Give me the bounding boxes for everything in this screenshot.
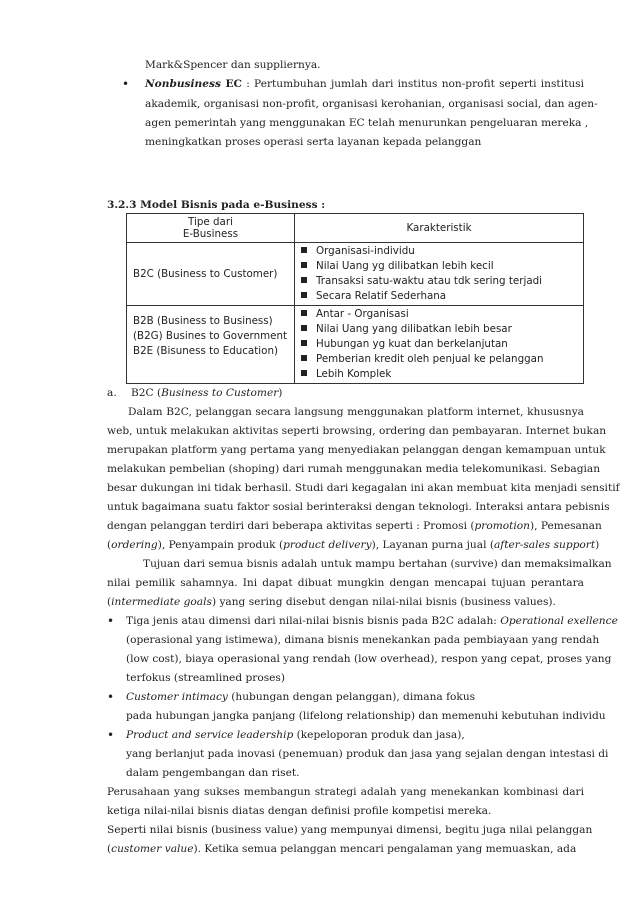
list-item [301, 307, 577, 322]
bullet-line: dalam pengembangan dan riset. [126, 767, 300, 779]
characteristic-cell [295, 306, 584, 384]
type-name: B2E (Bisuness to Education) [133, 345, 278, 357]
paragraph-line [107, 842, 584, 856]
bullet-line: pada hubungan jangka panjang (lifelong relationship) dan memenuhi kebutuhan individu [126, 710, 606, 722]
item-text: Antar - Organisasi [316, 308, 409, 320]
bullet-line [126, 690, 603, 704]
square-bullet-icon [301, 310, 307, 316]
bullet-line: terfokus (streamlined proses) [126, 672, 285, 684]
text-italic: Customer intimacy [126, 691, 228, 703]
square-bullet-icon [301, 292, 307, 298]
list-item [301, 259, 577, 274]
text-run: ( [107, 539, 112, 551]
type-name: (B2G) Busines to Government [133, 330, 288, 342]
type-cell [127, 306, 295, 384]
nonbusiness-line-3: agen pemerintah yang menggunakan EC telah menurunkan pengeluaran mereka , [145, 117, 589, 129]
list-item [301, 322, 577, 337]
text-run: ( [107, 596, 112, 608]
bullet-line [126, 614, 618, 628]
header-type-line1: Tipe dari [188, 216, 233, 228]
paragraph-line: Tujuan dari semua bisnis adalah untuk mampu bertahan (survive) dan memaksimalkan [143, 558, 612, 570]
continuation-line: Mark&Spencer dan suppliernya. [145, 59, 321, 71]
list-item [301, 244, 577, 259]
header-type [127, 214, 295, 243]
text-italic: product delivery [283, 539, 372, 551]
text-italic: Operational exellence [500, 615, 618, 627]
text-italic: customer value [111, 843, 194, 855]
text-run: (hubungan dengan pelanggan), dimana fokus [227, 691, 476, 703]
list-item [301, 289, 577, 304]
text-italic: promotion [474, 520, 530, 532]
item-text: Pemberian kredit oleh penjual ke pelanggan [316, 353, 544, 365]
paragraph-line: Perusahaan yang sukses membangun strategi adalah yang menekankan kombinasi dari [107, 786, 584, 798]
type-name: B2B (Business to Business) [133, 315, 273, 327]
list-item [301, 337, 577, 352]
text-italic: intermediate goals [111, 596, 212, 608]
paragraph-line: melakukan pembelian (shoping) dari rumah menggunakan media telekomunikasi. Sebagian [107, 463, 601, 475]
characteristic-cell [295, 243, 584, 306]
business-model-table [126, 213, 584, 384]
bullet: • [107, 614, 115, 628]
item-text: Secara Relatif Sederhana [316, 290, 447, 302]
subsection-title-pre: B2C ( [131, 387, 162, 399]
paragraph-line [107, 519, 602, 533]
paragraph-line: nilai pemilik sahamnya. Ini dapat dibuat mungkin dengan mencapai tujuan perantara [107, 577, 584, 589]
nonbusiness-text: : Pertumbuhan jumlah dari institus non-profit seperti institusi [242, 78, 584, 90]
paragraph-line [107, 595, 584, 609]
nonbusiness-line-1 [145, 77, 584, 91]
bullet: • [107, 728, 115, 742]
paragraph-line: besar dukungan ini tidak berhasil. Studi dari kegagalan ini akan membuat kita menjadi sensitif [107, 482, 620, 494]
table-row [127, 243, 584, 306]
paragraph-line: ketiga nilai-nilai bisnis diatas dengan definisi profile kompetisi mereka. [107, 805, 492, 817]
text-run: Tiga jenis atau dimensi dari nilai-nilai bisnis bisnis pada B2C adalah: [126, 615, 501, 627]
paragraph-line: untuk bagaimana suatu faktor sosial berinteraksi dengan teknologi. Interaksi antara pebisnis [107, 501, 610, 513]
text-italic: after-sales support [493, 539, 596, 551]
bullet-line: (operasional yang istimewa), dimana bisnis menekankan pada pembiayaan yang rendah [126, 634, 600, 646]
item-text: Nilai Uang yang dilibatkan lebih besar [316, 323, 512, 335]
bullet-line: (low cost), biaya operasional yang rendah (low overhead), respon yang cepat, proses yang [126, 653, 612, 665]
bullet-line [126, 728, 603, 742]
subsection-title [131, 386, 608, 400]
text-run: (kepeloporan produk dan jasa), [293, 729, 465, 741]
paragraph-line: Seperti nilai bisnis (business value) yang mempunyai dimensi, begitu juga nilai pelanggan [107, 824, 593, 836]
item-text: Nilai Uang yg dilibatkan lebih kecil [316, 260, 494, 272]
paragraph-line: merupakan platform yang pertama yang menyediakan pelanggan dengan kemampuan untuk [107, 444, 606, 456]
item-text: Organisasi-individu [316, 245, 415, 257]
bullet: • [107, 690, 115, 704]
bullet: • [122, 77, 130, 91]
text-run: ( [107, 843, 112, 855]
text-run: ), Pemesanan [529, 520, 602, 532]
text-run: dengan pelanggan terdiri dari beberapa aktivitas seperti : Promosi ( [107, 520, 475, 532]
square-bullet-icon [301, 247, 307, 253]
nonbusiness-label: Nonbusiness [145, 78, 221, 90]
paragraph-line [107, 538, 600, 552]
type-cell [127, 243, 295, 306]
list-item [301, 274, 577, 289]
square-bullet-icon [301, 370, 307, 376]
subsection-marker: a. [107, 387, 117, 399]
text-run: ) yang sering disebut dengan nilai-nilai bisnis (business values). [211, 596, 556, 608]
header-characteristic: Karakteristik [295, 214, 584, 243]
text-run: ), Penyampain produk ( [157, 539, 284, 551]
nonbusiness-line-2: akademik, organisasi non-profit, organisasi kerohanian, organisasi social, dan agen- [145, 98, 598, 110]
square-bullet-icon [301, 262, 307, 268]
item-text: Transaksi satu-waktu atau tdk sering terjadi [316, 275, 543, 287]
subsection-title-italic: Business to Customer [161, 387, 279, 399]
bullet-line: yang berlanjut pada inovasi (penemuan) produk dan jasa yang sejalan dengan intestasi di [126, 748, 609, 760]
text-run: ), Layanan purna jual ( [371, 539, 494, 551]
text-italic: ordering [111, 539, 158, 551]
table-header-row [127, 214, 584, 243]
text-run: ). Ketika semua pelanggan mencari pengalaman yang memuaskan, ada [193, 843, 577, 855]
subsection-title-post: ) [278, 387, 283, 399]
square-bullet-icon [301, 340, 307, 346]
list-item [301, 367, 577, 382]
paragraph-line: Dalam B2C, pelanggan secara langsung menggunakan platform internet, khususnya [128, 406, 584, 418]
nonbusiness-ec: EC [225, 78, 242, 90]
table-row [127, 306, 584, 384]
paragraph-line: web, untuk melakukan aktivitas seperti browsing, ordering dan pembayaran. Internet bukan [107, 425, 607, 437]
text-run: ) [595, 539, 600, 551]
header-type-line2: E-Business [182, 228, 239, 240]
item-text: Hubungan yg kuat dan berkelanjutan [316, 338, 508, 350]
nonbusiness-line-4: meningkatkan proses operasi serta layanan kepada pelanggan [145, 136, 482, 148]
square-bullet-icon [301, 355, 307, 361]
text-italic: Product and service leadership [126, 729, 294, 741]
section-heading: 3.2.3 Model Bisnis pada e-Business : [107, 199, 326, 211]
item-text: Lebih Komplek [316, 368, 392, 380]
type-name: B2C (Business to Customer) [133, 267, 278, 280]
square-bullet-icon [301, 277, 307, 283]
list-item [301, 352, 577, 367]
square-bullet-icon [301, 325, 307, 331]
